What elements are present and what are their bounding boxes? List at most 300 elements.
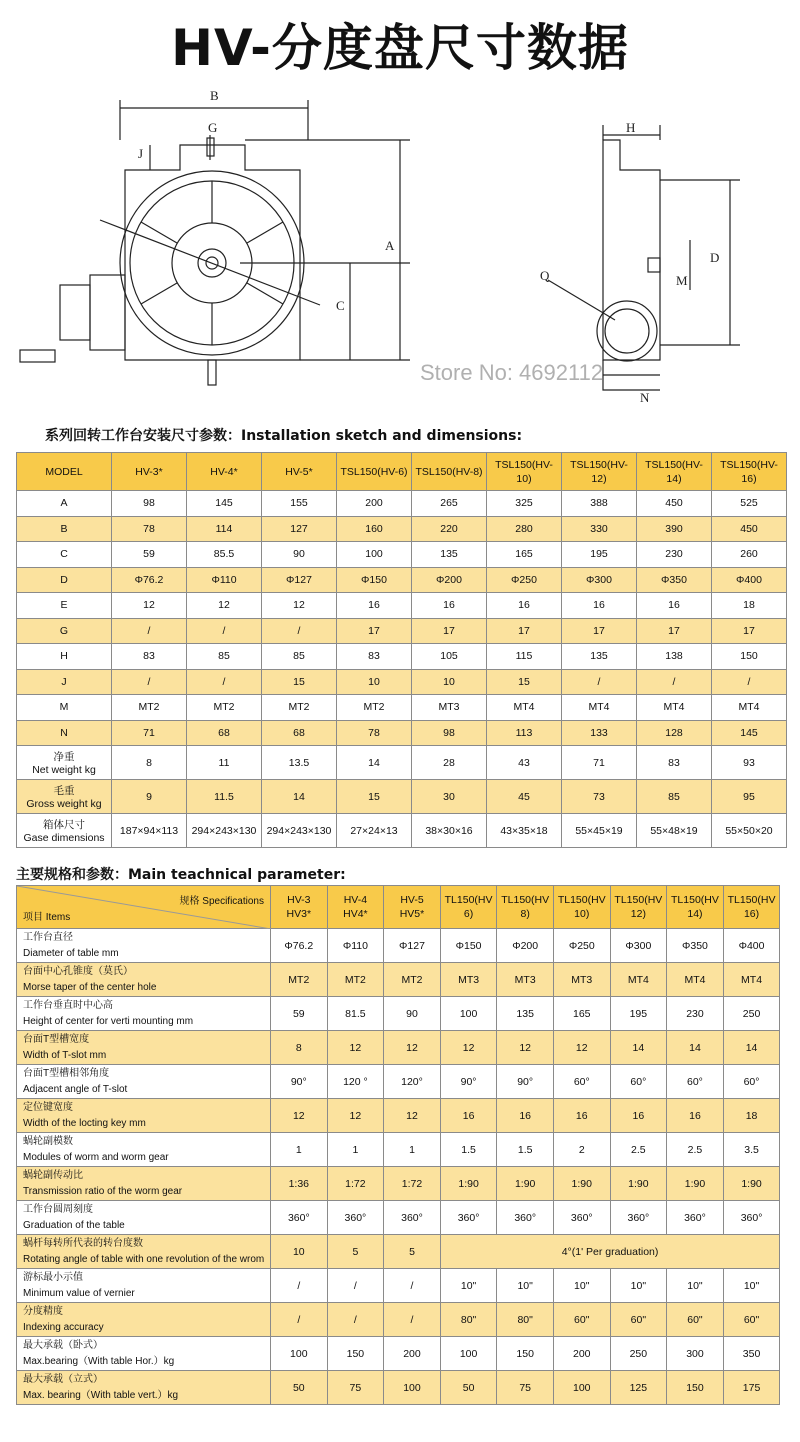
row-label — [17, 618, 112, 644]
table-cell-text: 28 — [443, 756, 455, 769]
table-cell-text: Φ350 — [682, 939, 708, 952]
table-cell — [487, 491, 562, 517]
table-cell — [337, 516, 412, 542]
table-cell — [440, 1167, 497, 1201]
table-cell — [637, 644, 712, 670]
table-cell — [440, 1371, 497, 1405]
table-cell — [723, 997, 780, 1031]
row-label-text: Transmission ratio of the worm gear — [23, 1185, 183, 1197]
table-cell-text: 1.5 — [461, 1143, 476, 1156]
table-cell — [440, 1031, 497, 1065]
row-label — [17, 1235, 271, 1269]
table-cell-text: MT4 — [741, 973, 763, 986]
row-label — [17, 644, 112, 670]
table-row — [17, 1167, 780, 1201]
table-cell — [667, 997, 724, 1031]
row-label — [17, 1371, 271, 1405]
table-cell — [262, 780, 337, 814]
table-cell — [553, 1337, 610, 1371]
row-label-text: 箱体尺寸 — [43, 819, 85, 831]
row-label — [17, 814, 112, 848]
row-label-text: 游标最小示值 — [23, 1271, 83, 1283]
table-row — [17, 780, 787, 814]
row-label — [17, 491, 112, 517]
table-cell-text: 330 — [590, 522, 608, 535]
table-cell — [637, 593, 712, 619]
table-cell-text: Φ200 — [436, 573, 462, 586]
table-cell — [562, 618, 637, 644]
table-cell-text: 10" — [517, 1279, 533, 1292]
table-cell — [262, 644, 337, 670]
table-cell — [637, 542, 712, 568]
table-cell-text: 60° — [687, 1075, 703, 1088]
table-cell — [262, 695, 337, 721]
table-cell — [187, 491, 262, 517]
installation-sketch — [0, 80, 800, 410]
table-cell — [412, 593, 487, 619]
table-cell-text: Φ150 — [455, 939, 482, 952]
table-cell — [637, 746, 712, 780]
table-cell-text: Φ76.2 — [134, 573, 164, 586]
table-cell — [610, 1337, 667, 1371]
table-cell-text: 5 — [352, 1245, 359, 1258]
table-cell-text: 165 — [515, 548, 533, 561]
table-cell — [712, 542, 787, 568]
table-cell-text: / — [597, 675, 601, 688]
dim-label-d: D — [710, 250, 720, 265]
table-cell-text: 38×30×16 — [425, 824, 473, 837]
table-cell-text: 125 — [629, 1381, 648, 1394]
table-cell-text: 2.5 — [687, 1143, 703, 1156]
row-label-text: 净重 — [53, 751, 75, 763]
table-cell — [723, 1269, 780, 1303]
table-cell — [327, 1371, 384, 1405]
technical-parameters-table — [16, 885, 780, 1405]
table-cell-text: 135 — [440, 548, 458, 561]
table-cell — [187, 780, 262, 814]
table-cell — [497, 1303, 554, 1337]
table-cell — [384, 1371, 441, 1405]
table-cell — [412, 516, 487, 542]
table-cell-text: 230 — [665, 548, 683, 561]
table-cell-text: 12 — [349, 1041, 362, 1054]
table-cell-text: 360° — [287, 1211, 310, 1224]
table-cell — [337, 644, 412, 670]
dim-label-j: J — [138, 146, 144, 161]
table-row — [17, 814, 787, 848]
table-cell-text: 17 — [593, 624, 605, 637]
table-cell-text: 145 — [215, 497, 233, 510]
table-cell-text: 14 — [368, 756, 380, 769]
table-cell — [553, 1031, 610, 1065]
row-label-text: Max. bearing（With table vert.）kg — [23, 1389, 179, 1401]
table-cell-text: 128 — [665, 726, 683, 739]
table-cell-text: 10 — [443, 675, 455, 688]
table-cell — [412, 491, 487, 517]
table-cell-text: 11 — [218, 756, 230, 769]
column-header-text: HV-4* — [210, 465, 238, 478]
table-cell-text: 17 — [518, 624, 530, 637]
table-cell — [412, 814, 487, 848]
dim-label-n: N — [640, 390, 650, 405]
table-cell — [412, 746, 487, 780]
table-cell-text: 13.5 — [288, 756, 310, 769]
table-cell-text: 30 — [443, 790, 455, 803]
table-cell — [440, 1269, 497, 1303]
table-cell-text: 1 — [295, 1143, 302, 1156]
dim-label-h: H — [626, 120, 636, 135]
row-label-text: A — [60, 497, 68, 510]
table-row — [17, 1133, 780, 1167]
table-cell-text: 127 — [290, 522, 308, 535]
table-cell — [337, 669, 412, 695]
table-cell-text: 90° — [460, 1075, 477, 1088]
table-cell-text: 360° — [740, 1211, 763, 1224]
page-title: HV-分度盘尺寸数据 — [171, 19, 629, 77]
table-cell — [637, 618, 712, 644]
table-cell-text: 280 — [515, 522, 533, 535]
table-cell — [271, 1133, 328, 1167]
table-cell-text: 8 — [146, 756, 152, 769]
table-cell — [337, 780, 412, 814]
table-cell — [497, 1065, 554, 1099]
table-cell — [337, 746, 412, 780]
table-cell — [271, 963, 328, 997]
table-cell — [327, 1337, 384, 1371]
row-label-text: Adjacent angle of T-slot — [23, 1083, 128, 1095]
table-cell — [562, 695, 637, 721]
table-cell — [667, 1371, 724, 1405]
table-cell — [487, 780, 562, 814]
table-cell — [637, 695, 712, 721]
table-cell-text: MT2 — [344, 973, 366, 986]
table-cell — [723, 1099, 780, 1133]
row-label-text: Width of T-slot mm — [23, 1049, 107, 1061]
table-cell — [712, 695, 787, 721]
row-label-text: Max.bearing（With table Hor.）kg — [23, 1355, 175, 1367]
table-cell-text: / — [147, 624, 151, 637]
table-cell-text: 9 — [146, 790, 152, 803]
table-cell-text: 14 — [745, 1041, 758, 1054]
table-cell-text: 12 — [349, 1109, 362, 1122]
table-row — [17, 1371, 780, 1405]
column-header-text: TL150(HV6) — [444, 894, 493, 920]
table-cell-text: 187×94×113 — [119, 824, 179, 837]
table-cell-text: 10" — [630, 1279, 647, 1292]
table-cell — [712, 814, 787, 848]
table-cell — [562, 669, 637, 695]
column-header — [112, 453, 187, 491]
row-label-text: 毛重 — [53, 785, 75, 797]
dim-label-g: G — [208, 120, 218, 135]
table-cell — [637, 516, 712, 542]
table-cell — [610, 1065, 667, 1099]
table-cell — [637, 814, 712, 848]
table-cell — [327, 1269, 384, 1303]
table-cell — [610, 1303, 667, 1337]
merged-cell — [440, 1235, 780, 1269]
table-cell-text: 1 — [409, 1143, 415, 1156]
table-cell — [723, 1303, 780, 1337]
table-cell — [384, 1235, 441, 1269]
table-cell-text: Φ200 — [512, 939, 539, 952]
row-label-text: 台面T型槽相邻角度 — [23, 1067, 110, 1079]
table-cell — [384, 997, 441, 1031]
table-cell — [723, 929, 780, 963]
table-cell — [327, 1031, 384, 1065]
table-cell — [187, 814, 262, 848]
table-cell-text: 200 — [365, 497, 383, 510]
table-cell — [553, 1303, 610, 1337]
table-cell-text: 14 — [632, 1041, 645, 1054]
table-cell-text: 135 — [590, 650, 608, 663]
table-cell-text: 98 — [143, 497, 155, 510]
column-header — [271, 886, 328, 929]
table-cell — [112, 567, 187, 593]
table-cell — [667, 1031, 724, 1065]
table-cell-text: 98 — [443, 726, 455, 739]
table-cell-text: 55×45×19 — [575, 824, 623, 837]
table-cell-text: 15 — [368, 790, 380, 803]
table-cell-text: 83 — [668, 756, 680, 769]
table-cell — [112, 593, 187, 619]
dim-label-q: Q — [540, 268, 550, 283]
row-label — [17, 929, 271, 963]
table-cell — [487, 644, 562, 670]
row-label — [17, 780, 112, 814]
row-label — [17, 1065, 271, 1099]
table-cell — [262, 669, 337, 695]
table-cell — [412, 618, 487, 644]
table-cell — [440, 1065, 497, 1099]
corner-spec-label: 规格 Specifications — [179, 896, 264, 907]
table-cell — [412, 644, 487, 670]
table-cell-text: 83 — [368, 650, 380, 663]
table-cell-text: Φ350 — [661, 573, 687, 586]
table-cell — [667, 1099, 724, 1133]
table-cell — [712, 644, 787, 670]
table-cell-text: 14 — [293, 790, 305, 803]
table-cell-text: 1:72 — [345, 1177, 366, 1190]
table-cell — [262, 491, 337, 517]
table-cell — [637, 669, 712, 695]
table-cell-text: 71 — [143, 726, 155, 739]
column-header-text: TL150(HV10) — [557, 894, 606, 920]
table-cell-text: 1:90 — [458, 1177, 479, 1190]
table-cell — [553, 1065, 610, 1099]
table-cell — [610, 1201, 667, 1235]
table-cell — [187, 593, 262, 619]
row-label-text: 工作台圆周刻度 — [23, 1203, 93, 1215]
row-label — [17, 542, 112, 568]
row-label-text: Diameter of table mm — [23, 947, 119, 959]
table-cell — [712, 720, 787, 746]
table-cell-text: 16 — [368, 599, 380, 612]
table-cell — [337, 542, 412, 568]
table-cell-text: 200 — [573, 1347, 591, 1360]
table-cell — [610, 963, 667, 997]
table-cell — [271, 1065, 328, 1099]
table-cell-text: MT2 — [288, 973, 310, 986]
row-label-text: Modules of worm and worm gear — [23, 1151, 169, 1163]
table-cell-text: 14 — [689, 1041, 701, 1054]
table-cell — [384, 1099, 441, 1133]
table-cell — [384, 1201, 441, 1235]
table-cell-text: / — [147, 675, 151, 688]
table-cell — [487, 669, 562, 695]
table-cell — [562, 720, 637, 746]
table-cell-text: 18 — [743, 599, 755, 612]
table-cell — [337, 618, 412, 644]
row-label-text: 台面中心孔锥度（莫氏） — [23, 965, 133, 977]
table-cell-text: 2.5 — [631, 1143, 646, 1156]
table-cell-text: 73 — [593, 790, 605, 803]
table-cell — [497, 1371, 554, 1405]
table-cell — [262, 720, 337, 746]
table-row — [17, 1065, 780, 1099]
table-cell — [440, 1337, 497, 1371]
table-cell — [112, 746, 187, 780]
table-cell — [667, 963, 724, 997]
table-row — [17, 1201, 780, 1235]
table-cell-text: 3.5 — [744, 1143, 759, 1156]
table-row — [17, 567, 787, 593]
table-cell — [712, 567, 787, 593]
table-cell-text: MT2 — [363, 701, 385, 714]
table-cell-text: 100 — [573, 1381, 591, 1394]
table-cell-text: 300 — [686, 1347, 704, 1360]
table-cell-text: 68 — [218, 726, 230, 739]
table-cell — [262, 567, 337, 593]
merged-cell-text: 4°(1' Per graduation) — [561, 1245, 659, 1258]
table-row — [17, 491, 787, 517]
front-view-drawing — [20, 100, 410, 385]
table-cell — [187, 618, 262, 644]
table-cell — [723, 1337, 780, 1371]
row-label-text: E — [60, 599, 68, 612]
row-label-text: 蜗杆每转所代表的转台度数 — [23, 1237, 143, 1249]
table-cell — [412, 567, 487, 593]
table-cell — [562, 746, 637, 780]
table-cell-text: 195 — [590, 548, 608, 561]
table-cell-text: 12 — [292, 1109, 305, 1122]
table-cell-text: / — [297, 624, 301, 637]
table-cell-text: 12 — [218, 599, 230, 612]
store-watermark: Store No: 4692112 — [420, 360, 604, 385]
table-cell-text: 388 — [590, 497, 608, 510]
table-cell — [327, 963, 384, 997]
table-cell-text: 12 — [575, 1041, 588, 1054]
table-cell-text: 390 — [665, 522, 683, 535]
table-cell — [610, 997, 667, 1031]
table-cell — [667, 1167, 724, 1201]
row-label — [17, 669, 112, 695]
table-cell — [553, 1167, 610, 1201]
column-header — [384, 886, 441, 929]
table-cell-text: 16 — [519, 1109, 532, 1122]
table-row — [17, 644, 787, 670]
table-cell-text: / — [747, 675, 751, 688]
table-cell-text: 1:36 — [288, 1177, 310, 1190]
table-cell — [384, 1065, 441, 1099]
table-cell-text: 16 — [443, 599, 455, 612]
table-cell-text: 10" — [687, 1279, 703, 1292]
table-cell — [440, 1099, 497, 1133]
table-cell — [610, 1371, 667, 1405]
table-cell — [412, 542, 487, 568]
table-cell — [723, 1065, 780, 1099]
table-cell-text: / — [410, 1313, 414, 1326]
column-header-text: TSL150(HV-12) — [570, 458, 628, 485]
column-header — [497, 886, 554, 929]
section-heading-installation: 系列回转工作台安装尺寸参数：Installation sketch and dimensions: — [45, 428, 523, 444]
table-cell-text: MT4 — [663, 701, 685, 714]
table-cell-text: 12 — [406, 1109, 418, 1122]
table-row — [17, 516, 787, 542]
table-cell — [412, 720, 487, 746]
table-cell — [497, 997, 554, 1031]
table-cell-text: Φ300 — [586, 573, 612, 586]
table-cell — [112, 695, 187, 721]
table-cell-text: 8 — [295, 1041, 302, 1054]
table-cell-text: Φ110 — [211, 573, 237, 586]
table-cell — [112, 720, 187, 746]
table-cell-text: 230 — [686, 1007, 704, 1020]
table-cell — [327, 1065, 384, 1099]
table-cell-text: 17 — [743, 624, 755, 637]
table-cell — [271, 1337, 328, 1371]
table-cell — [112, 618, 187, 644]
table-cell — [497, 1201, 554, 1235]
table-cell — [440, 963, 497, 997]
table-cell — [327, 1201, 384, 1235]
table-cell-text: 1:90 — [514, 1177, 536, 1190]
table-cell-text: 45 — [518, 790, 530, 803]
table-cell-text: 294×243×130 — [266, 824, 332, 837]
table-row — [17, 1337, 780, 1371]
row-label-text: Rotating angle of table with one revolution of the wrom — [23, 1253, 265, 1265]
table-cell-text: 120° — [401, 1075, 423, 1088]
column-header-text: TL150(HV12) — [614, 894, 663, 920]
table-cell-text: 16 — [593, 599, 605, 612]
table-cell — [384, 963, 441, 997]
table-cell — [637, 780, 712, 814]
table-cell-text: 10 — [368, 675, 380, 688]
table-cell — [712, 669, 787, 695]
table-cell-text: 325 — [515, 497, 533, 510]
table-cell — [112, 491, 187, 517]
table-cell-text: 43×35×18 — [500, 824, 548, 837]
row-label — [17, 963, 271, 997]
table-cell — [262, 618, 337, 644]
column-header — [487, 453, 562, 491]
table-cell-text: MT4 — [588, 701, 610, 714]
row-label-text: Morse taper of the center hole — [23, 981, 157, 993]
table-row — [17, 720, 787, 746]
table-cell — [487, 695, 562, 721]
table-cell — [187, 720, 262, 746]
row-label-text: B — [60, 522, 68, 535]
table-cell-text: 195 — [629, 1007, 648, 1020]
table-cell-text: 85 — [218, 650, 230, 663]
table-cell-text: Φ150 — [361, 573, 387, 586]
table-cell-text: 1:90 — [628, 1177, 649, 1190]
table-cell-text: 138 — [665, 650, 683, 663]
table-cell-text: 150 — [346, 1347, 365, 1360]
row-label-text: 定位键宽度 — [23, 1101, 73, 1113]
table-cell — [440, 1201, 497, 1235]
dim-label-a: A — [385, 238, 395, 253]
